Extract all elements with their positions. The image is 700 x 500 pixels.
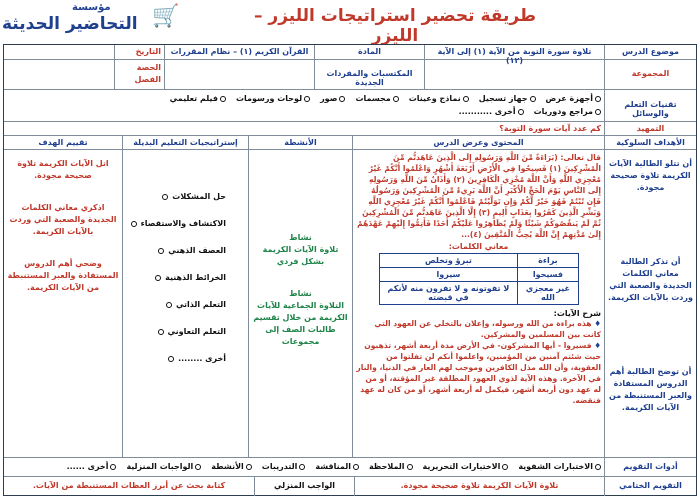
evaluation-option-7-label: الواجبات المنزلية xyxy=(126,462,194,471)
radio-circle-icon[interactable] xyxy=(595,464,601,470)
vocab-table xyxy=(379,253,579,305)
logo-main-text: التحاضير الحديثة xyxy=(2,14,138,34)
evaluation-label: أدوات التقويم xyxy=(604,458,696,476)
strategies-cell xyxy=(122,150,248,457)
evaluation-option-5[interactable] xyxy=(262,462,306,471)
group-value[interactable] xyxy=(424,60,604,89)
date-label: التاريخ xyxy=(114,45,164,59)
class-label: الفصل xyxy=(134,75,161,84)
tool-option-5-label: صور xyxy=(320,94,338,103)
radio-circle-icon[interactable] xyxy=(463,96,469,102)
assessment-2: اذكري معاني الكلمات الجديدة والصعبة التي وردت بالآيات الكريمة. xyxy=(9,203,117,236)
evaluation-option-1-label: الاختبارات الشفوية xyxy=(518,462,593,471)
topic-value[interactable]: تلاوة سورة التوبة من الآية (١) إلى الآية (١٢) xyxy=(424,45,604,59)
col-content: المحتوى وعرض الدرس xyxy=(352,136,604,149)
vocab-row-1 xyxy=(379,254,578,268)
strategy-option-2[interactable] xyxy=(126,219,226,228)
evaluation-option-4[interactable] xyxy=(315,462,359,471)
row-column-headers xyxy=(4,136,696,150)
row-intro xyxy=(4,122,696,136)
col-strategies: إستراتيجيات التعليم البديلة xyxy=(122,136,248,149)
objective-3: أن توضح الطالبة أهم الدروس المستفادة والعبر المستنبطة من الآيات الكريمة. xyxy=(609,367,692,412)
strategy-option-4[interactable] xyxy=(126,273,226,282)
radio-circle-icon[interactable] xyxy=(304,96,310,102)
radio-circle-icon[interactable] xyxy=(246,464,252,470)
evaluation-option-3-label: الملاحظة xyxy=(368,462,405,471)
content-cell xyxy=(352,150,604,457)
final-value: تلاوة الآيات الكريمة تلاوة صحيحة مجودة. xyxy=(354,477,604,496)
radio-circle-icon[interactable] xyxy=(158,248,164,254)
vocab-row-3 xyxy=(379,282,578,305)
tool-option-2[interactable] xyxy=(479,92,536,105)
objectives-cell xyxy=(604,150,696,457)
strategy-option-6[interactable] xyxy=(126,327,226,336)
vocab-meaning: لا تفوتونه و لا تفرون منه لأنكم في قبضته xyxy=(379,282,518,305)
intro-question: كم عدد آيات سورة التوبة؟ xyxy=(499,124,601,133)
strategy-label: الاكتشاف والاستقصاء xyxy=(140,219,226,228)
tool-option-7-label: فيلم تعليمي xyxy=(169,94,218,103)
activity-2-label: نشاط xyxy=(289,289,312,298)
radio-circle-icon[interactable] xyxy=(393,96,399,102)
radio-circle-icon[interactable] xyxy=(162,194,168,200)
radio-circle-icon[interactable] xyxy=(168,356,174,362)
group-label: المجموعة xyxy=(604,60,696,89)
evaluation-option-3[interactable] xyxy=(369,462,413,471)
evaluation-option-8-label: أخرى ...... xyxy=(66,462,109,471)
tool-option-7[interactable] xyxy=(170,92,226,105)
activity-1-text: تلاوة الآيات الكريمة بشكل فردي xyxy=(262,245,339,266)
strategy-option-7[interactable] xyxy=(126,354,226,363)
row-final xyxy=(4,477,696,496)
evaluation-option-4-label: المناقشة xyxy=(315,462,351,471)
assessment-3: وضحي أهم الدروس المستفادة والعبر المستنبطة من الآيات الكريمة. xyxy=(7,259,119,292)
homework-label: الواجب المنزلي xyxy=(254,477,354,496)
session-class-labels xyxy=(114,60,164,89)
final-label: التقويم الختامي xyxy=(604,477,696,496)
strategy-option-3[interactable] xyxy=(126,246,226,255)
radio-circle-icon[interactable] xyxy=(155,275,161,281)
radio-circle-icon[interactable] xyxy=(220,96,226,102)
vocab-meaning: سيروا xyxy=(379,268,518,282)
strategy-label: أخرى ........ xyxy=(178,354,226,363)
session-class-values[interactable] xyxy=(4,60,114,89)
evaluation-option-2-label: الاختبارات التحريرية xyxy=(422,462,501,471)
subject-value[interactable]: القرآن الكريم (١) – نظام المقررات xyxy=(164,45,314,59)
activity-1-label: نشاط xyxy=(289,233,312,242)
objective-2: أن تذكر الطالبة معاني الكلمات الجديدة والصعبة التي وردت بالآيات الكريمة. xyxy=(608,257,693,302)
tool-option-2-label: جهاز تسجيل xyxy=(478,94,528,103)
radio-circle-icon[interactable] xyxy=(407,464,413,470)
radio-circle-icon[interactable] xyxy=(166,302,172,308)
evaluation-option-6[interactable] xyxy=(211,462,252,471)
col-activities: الأنشطة xyxy=(248,136,352,149)
radio-circle-icon[interactable] xyxy=(131,221,137,227)
radio-circle-icon[interactable] xyxy=(595,96,601,102)
tool-option-6-label: لوحات ورسومات xyxy=(236,94,303,103)
verses-text: قال تعالى: (بَرَاءَةٌ مِّنَ اللَّهِ وَرَسُولِهِ إِلَى الَّذِينَ عَاهَدتُّم مِّنَ الْمُشْرِكِينَ (١) فَسِيحُوا فِي الْأَرْضِ أَرْبَعَةَ أَشْهُرٍ وَاعْلَمُوا أَنَّكُمْ غَيْرُ مُعْجِزِي اللَّهِ وَأَنَّ اللَّهَ مُخْزِي الْكَافِرِينَ (٢) وَأَذَانٌ مِّنَ اللَّهِ وَرَسُولِهِ إِلَى النَّاسِ يَوْمَ الْحَجِّ الْأَكْبَرِ أَنَّ اللَّهَ بَرِيءٌ مِّنَ الْمُشْرِكِينَ وَرَسُولُهُ فَإِن تُبْتُمْ فَهُوَ خَيْرٌ لَّكُمْ وَإِن تَوَلَّيْتُمْ فَاعْلَمُوا أَنَّكُمْ غَيْرُ مُعْجِزِي اللَّهِ وَبَشِّرِ الَّذِينَ كَفَرُوا بِعَذَابٍ أَلِيمٍ (٣) إِلَّا الَّذِينَ عَاهَدتُّم مِّنَ الْمُشْرِكِينَ ثُمَّ لَمْ يَنقُصُوكُمْ شَيْئًا وَلَمْ يُظَاهِرُوا عَلَيْكُمْ أَحَدًا فَأَتِمُّوا إِلَيْهِمْ عَهْدَهُمْ إِلَىٰ مُدَّتِهِمْ إِنَّ اللَّهَ يُحِبُّ الْمُتَّقِينَ (٤)... xyxy=(357,153,601,239)
strategy-label: حل المشكلات xyxy=(172,192,226,201)
date-value[interactable] xyxy=(4,45,114,59)
strategy-label: التعلم الذاتي xyxy=(175,300,226,309)
activity-2-text: التلاوة الجماعية للآيات الكريمة من خلال تقسيم طالبات الصف إلى مجموعات xyxy=(253,301,348,346)
col-objectives: الأهداف السلوكية xyxy=(604,136,696,149)
strategies-list xyxy=(126,192,226,363)
session-label: الحصة xyxy=(136,63,161,72)
lesson-table xyxy=(3,44,697,496)
explain-title: شرح الآيات: xyxy=(553,309,601,318)
page-title: طريقة تحضير استراتيجات الليزر – الليزر xyxy=(254,6,536,46)
vocab-word: فسيحوا xyxy=(518,268,578,282)
row-tools xyxy=(4,90,696,122)
tool-option-3[interactable] xyxy=(409,92,469,105)
topic-label: موضوع الدرس xyxy=(604,45,696,59)
tool-option-4-label: مجسمات xyxy=(355,94,391,103)
radio-circle-icon[interactable] xyxy=(530,96,536,102)
evaluation-options xyxy=(4,458,604,476)
activities-cell xyxy=(248,150,352,457)
strategy-option-1[interactable] xyxy=(126,192,226,201)
vocab-word: براءة xyxy=(518,254,578,268)
tool-option-extra-2[interactable] xyxy=(459,105,524,118)
vocab-value[interactable] xyxy=(164,60,314,89)
radio-circle-icon[interactable] xyxy=(595,109,601,115)
tool-option-1[interactable] xyxy=(546,92,601,105)
logo-top-text: مؤسسة xyxy=(72,2,111,13)
logo xyxy=(2,2,178,40)
explain-1: ♦ هذه براءة من الله ورسوله، وإعلان بالتخلي عن العهود التي كانت بين المسلمين والمشركين. xyxy=(356,318,601,340)
tools-options xyxy=(4,90,604,121)
vocab-word: غير معجزي الله xyxy=(518,282,578,305)
assessment-1: اتل الآيات الكريمة تلاوة صحيحة مجودة. xyxy=(17,159,109,180)
radio-circle-icon[interactable] xyxy=(353,464,359,470)
radio-circle-icon[interactable] xyxy=(339,96,345,102)
tool-option-extra-2-label: أخرى ........... xyxy=(458,107,516,116)
strategy-label: التعلم التعاوني xyxy=(167,327,226,336)
tools-options-row2 xyxy=(7,105,601,118)
tool-option-extra-1-label: مراجع ودوريات xyxy=(533,107,593,116)
tools-options-row1 xyxy=(7,92,601,105)
vocab-title: معاني الكلمات: xyxy=(448,242,509,251)
homework-value: كتابة بحث عن أبرز العظات المستنبطة من الآيات. xyxy=(32,481,226,490)
radio-circle-icon[interactable] xyxy=(158,329,164,335)
assessment-cell xyxy=(4,150,122,457)
strategy-label: العصف الذهني xyxy=(168,246,226,255)
subject-label: المادة xyxy=(314,45,424,59)
radio-circle-icon[interactable] xyxy=(518,109,524,115)
evaluation-option-2[interactable] xyxy=(423,462,509,471)
strategy-option-5[interactable] xyxy=(126,300,226,309)
evaluation-option-6-label: الأنشطة xyxy=(211,462,244,471)
radio-circle-icon[interactable] xyxy=(195,464,201,470)
tools-label: تقنيات التعلم والوسائل xyxy=(604,90,696,121)
tool-option-6[interactable] xyxy=(236,92,310,105)
row-topic xyxy=(4,45,696,65)
tool-option-1-label: أجهزة عرض xyxy=(545,94,593,103)
tool-option-5[interactable] xyxy=(320,92,345,105)
cart-icon: 🛒 xyxy=(152,4,180,29)
tool-option-3-label: نماذج وعينات xyxy=(408,94,461,103)
strategy-label: الخرائط الذهنية xyxy=(165,273,226,282)
evaluation-option-8[interactable] xyxy=(67,462,117,471)
vocab-label: المكتسبات والمفردات الجديدة xyxy=(314,60,424,89)
row-evaluation xyxy=(4,458,696,477)
tool-option-extra-1[interactable] xyxy=(534,105,601,118)
radio-circle-icon[interactable] xyxy=(110,464,116,470)
col-assessment: تقييم الهدف xyxy=(38,138,88,147)
row-group xyxy=(4,60,696,90)
objective-1: أن تتلو الطالبة الآيات الكريمة تلاوة صحيحة مجودة. xyxy=(609,159,692,192)
vocab-meaning: تبرؤ وتخلص xyxy=(379,254,518,268)
radio-circle-icon[interactable] xyxy=(502,464,508,470)
intro-label: التمهيد xyxy=(604,122,696,135)
vocab-row-2 xyxy=(379,268,578,282)
explain-2: ♦ فسيروا - أيها المشركون- في الأرض مدة أربعة أشهر، تذهبون حيث شئتم آمنين من المؤمنين، واعلموا أنكم لن تفلتوا من العقوبة، وأن الله مذل الكافرين وموجب لهم العار في الدنيا، والنار في الآخرة. وهذه الآية لذوي العهود المطلقة غير المؤقتة، أو من له عهد دون أربعة أشهر، فيكمل له أربعة أشهر، أو من كان له عهد فنقضه. xyxy=(356,340,601,406)
evaluation-option-5-label: التدريبات xyxy=(261,462,298,471)
evaluation-option-1[interactable] xyxy=(518,462,601,471)
radio-circle-icon[interactable] xyxy=(299,464,305,470)
row-main xyxy=(4,150,696,458)
evaluation-option-7[interactable] xyxy=(126,462,201,471)
tool-option-4[interactable] xyxy=(355,92,398,105)
